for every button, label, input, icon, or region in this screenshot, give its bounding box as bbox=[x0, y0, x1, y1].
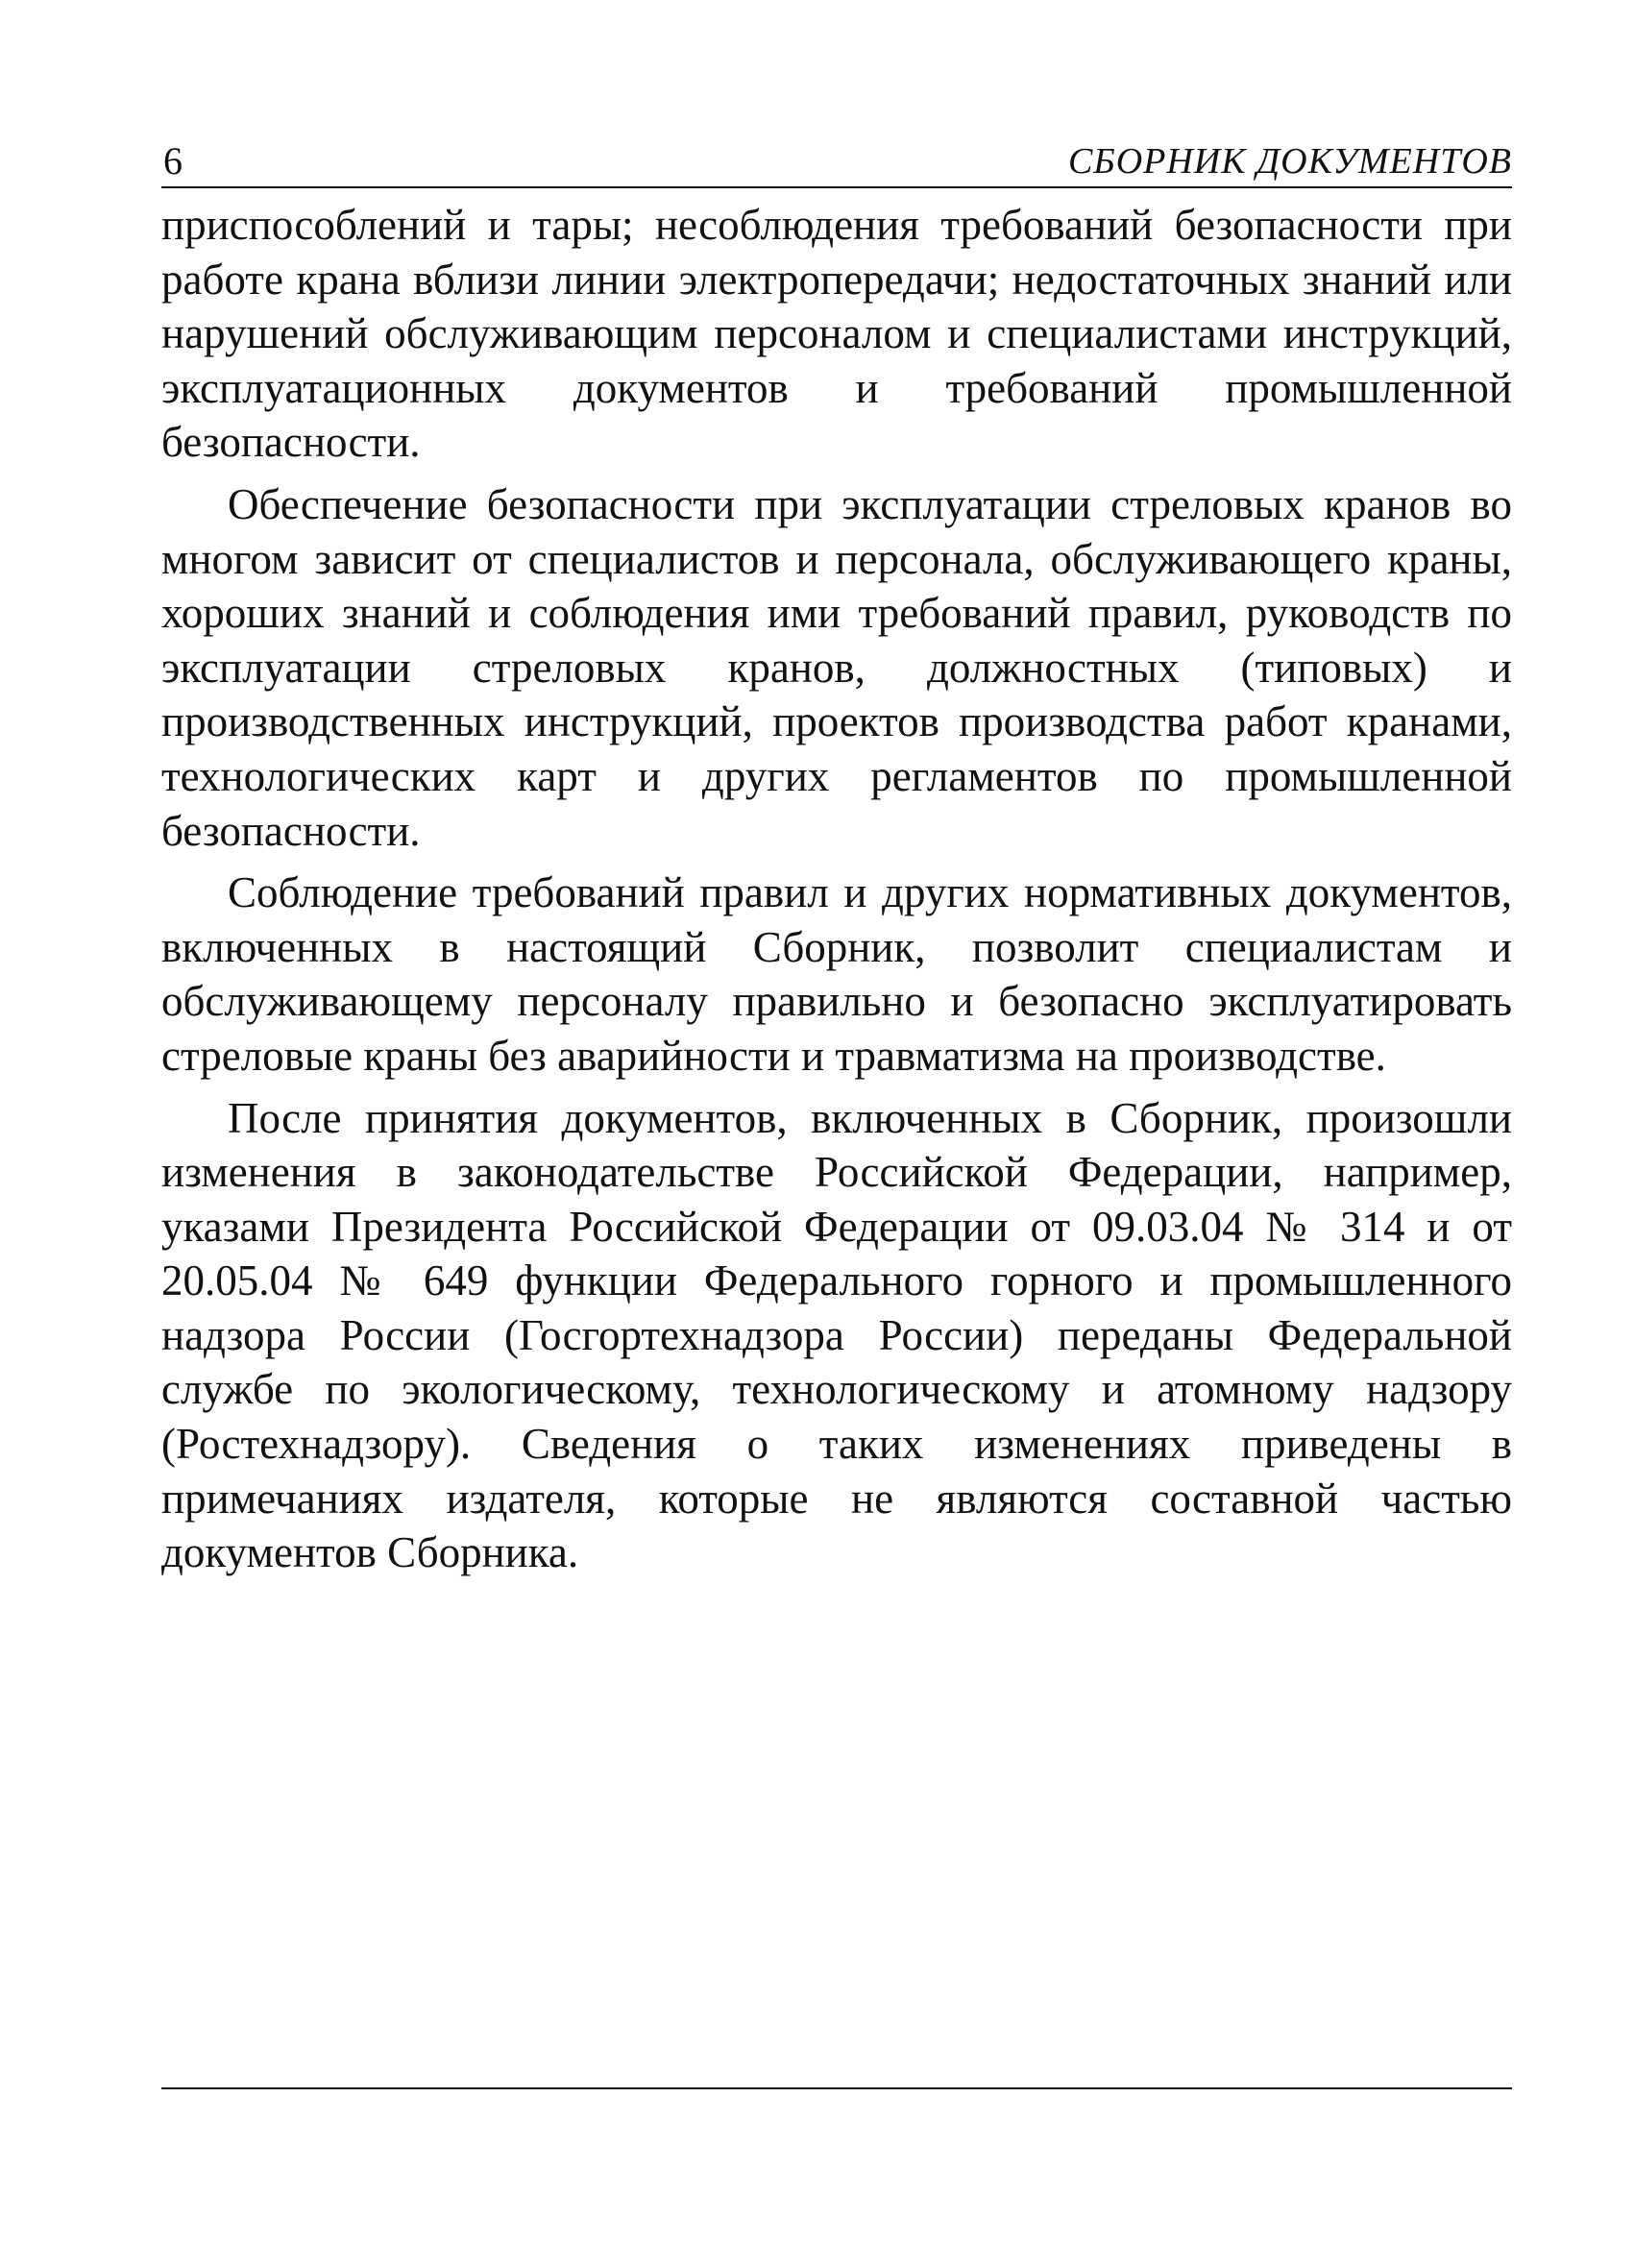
page-number: 6 bbox=[163, 139, 183, 183]
paragraph-continuation: приспособлений и тары; несоблюдения требований безопасности при работе крана вблизи линии электропередачи; недостаточных знаний или нарушений обслуживающим персоналом и специалистами инструкций, эксплуатационных документов и требований промышленной безопасности. bbox=[161, 201, 1512, 467]
body-text bbox=[161, 198, 1512, 1580]
paragraph-safety-operation: Обеспечение безопасности при эксплуатации стреловых кранов во многом зависит от специалистов и персонала, обслуживающего краны, хороших знаний и соблюдения ими требований правил, руководств по эксплуатации стреловых кранов, должностных (типовых) и производственных инструкций, проектов производства работ кранами, технологических карт и других регламентов по промышленной безопасности. bbox=[161, 479, 1512, 855]
running-header bbox=[161, 134, 1512, 188]
footer-rule bbox=[161, 2087, 1512, 2089]
paragraph-compliance: Соблюдение требований правил и других нормативных документов, включенных в настоящий Сборник, позволит специалистам и обслуживающему персоналу правильно и безопасно эксплуатировать стреловые краны без аварийности и травматизма на производстве. bbox=[161, 868, 1512, 1080]
paragraph-legislation-changes: После принятия документов, включенных в Сборник, произошли изменения в законодательстве Российской Федерации, например, указами Президента Российской Федерации от 09.03.04 № 314 и от 20.05.04 № 649 функции Федерального горного и промышленного надзора России (Госгортехнадзора России) переданы Федеральной службе по экологическому, технологическому и атомному надзору (Ростехнадзору). Сведения о таких изменениях приведены в примечаниях издателя, которые не являются составной частью документов Сборника. bbox=[161, 1093, 1512, 1577]
running-title: СБОРНИК ДОКУМЕНТОВ bbox=[1067, 141, 1512, 182]
document-page bbox=[161, 134, 1512, 1588]
